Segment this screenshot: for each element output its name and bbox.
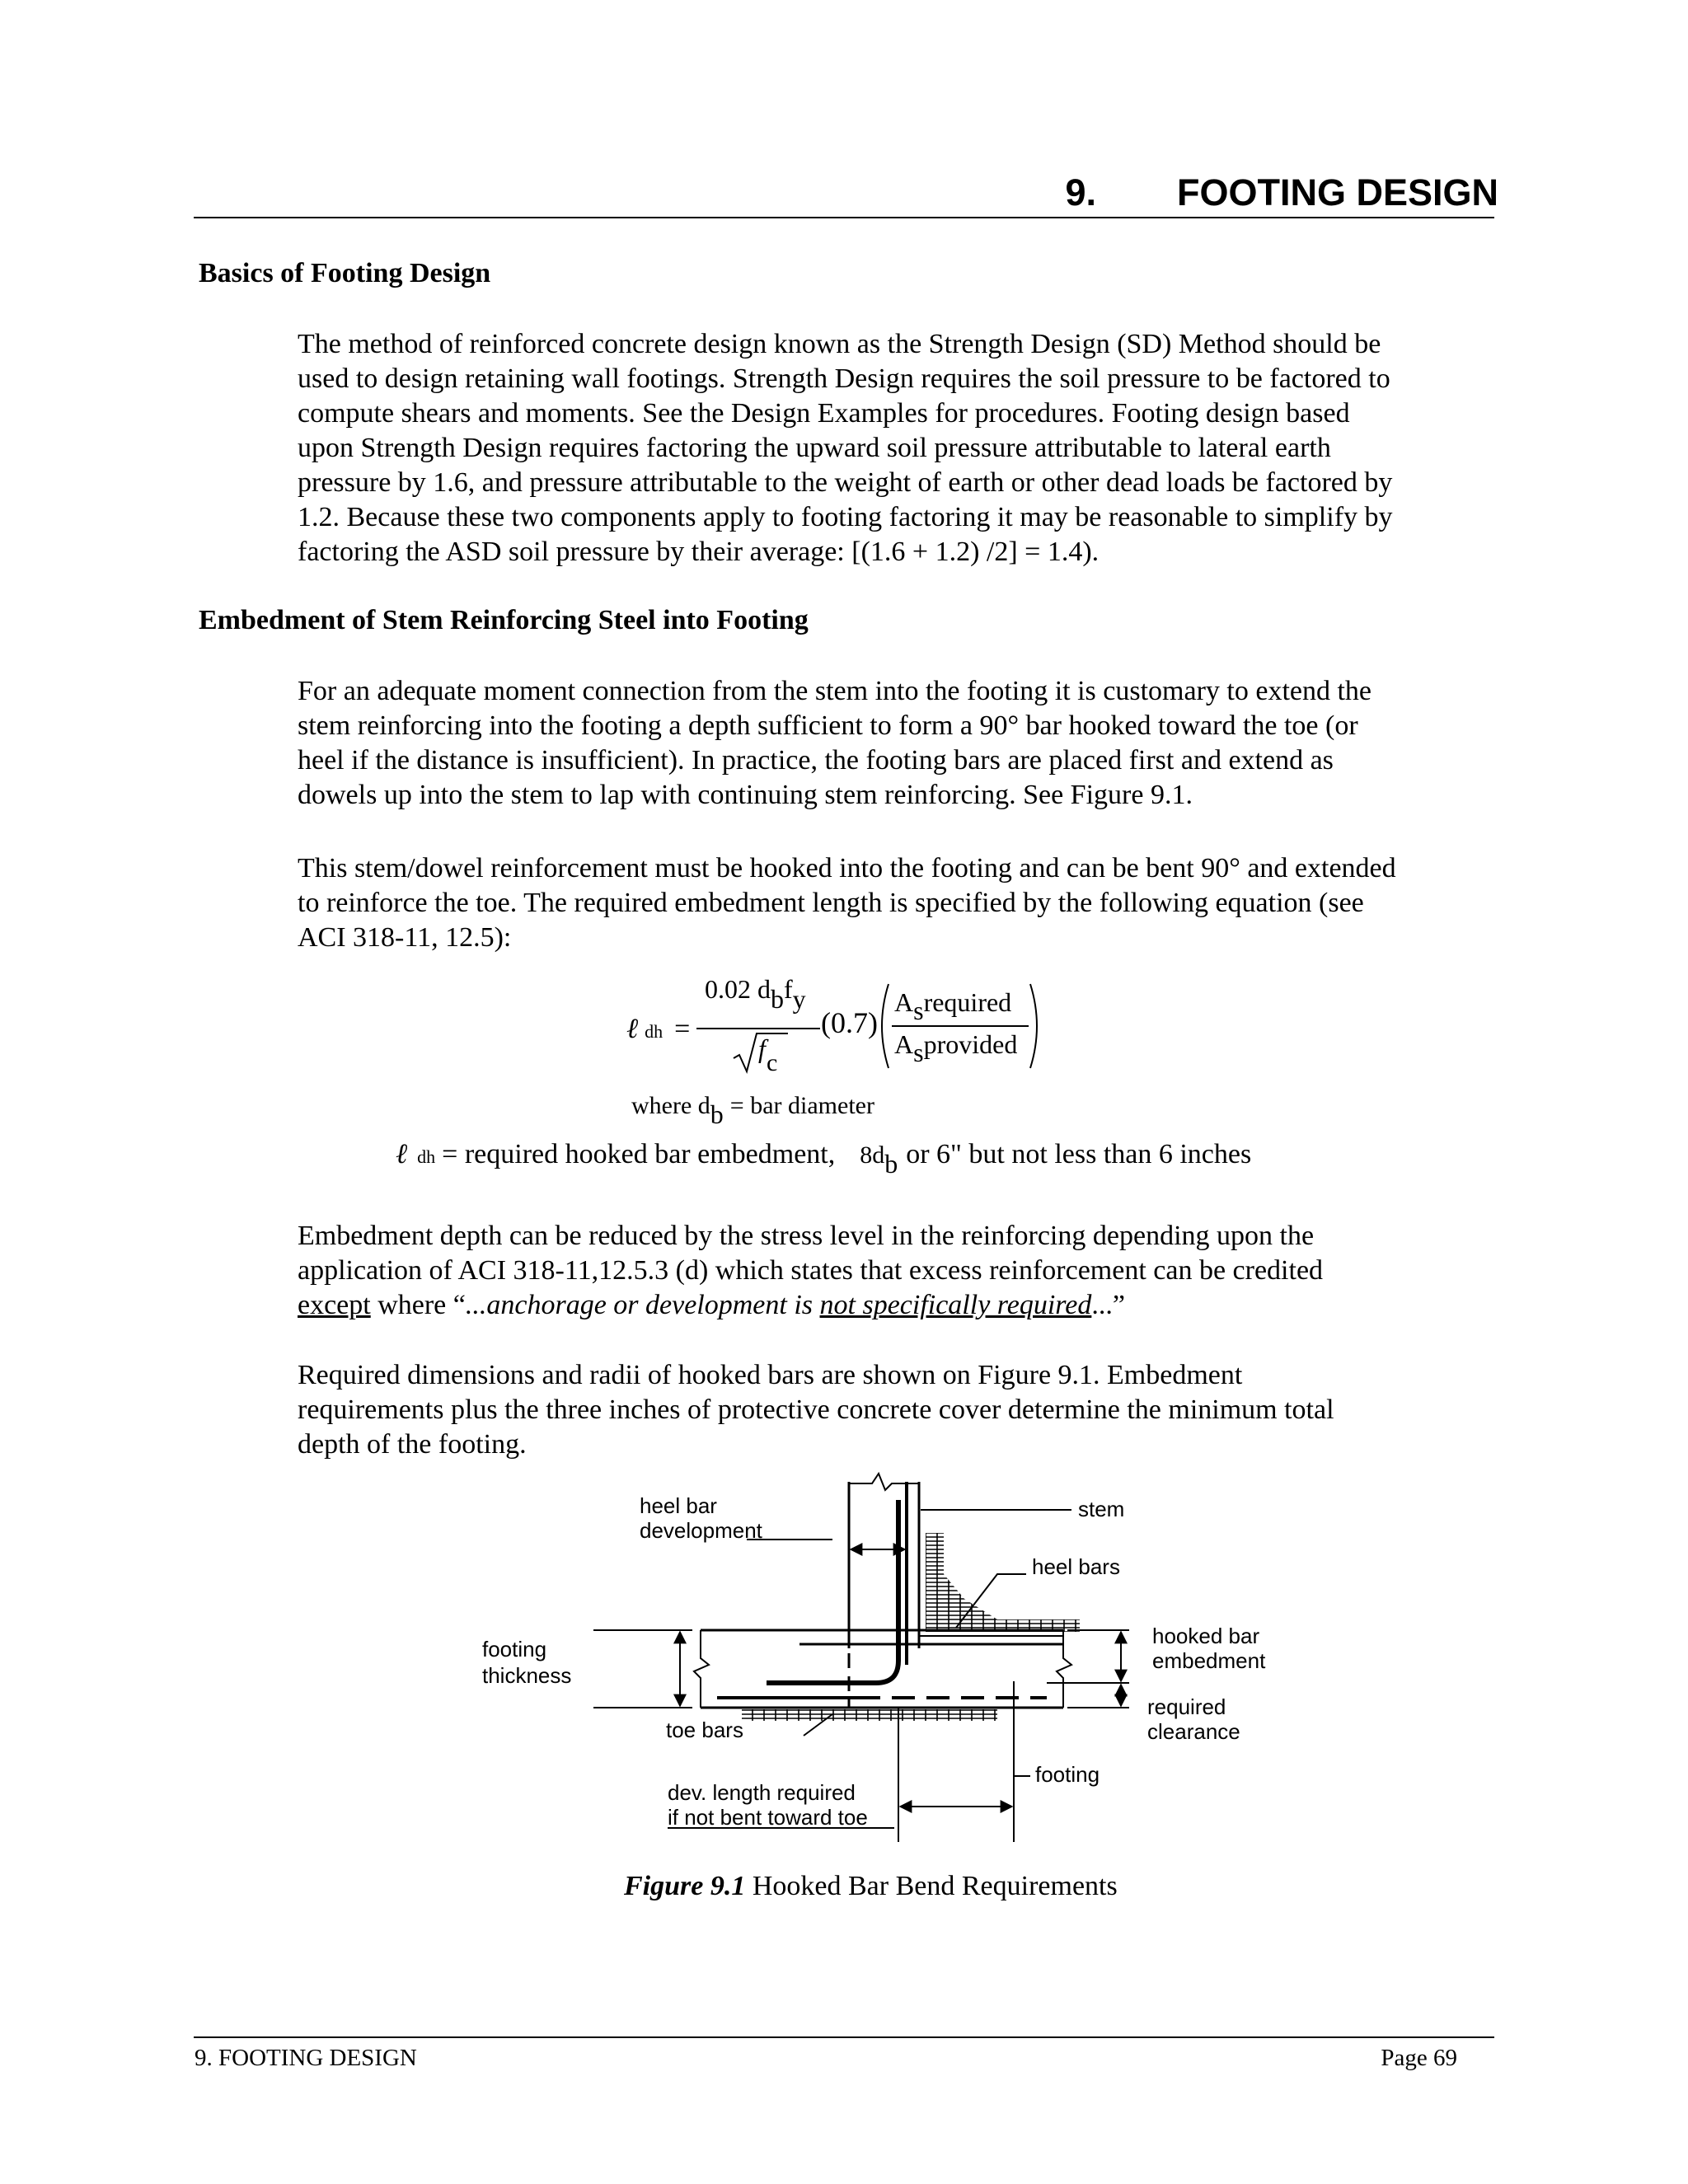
hooked-dowel-bar — [767, 1500, 898, 1683]
denominator-f: f — [758, 1033, 766, 1063]
paragraph-basics — [298, 327, 1501, 569]
def-text: = required hooked bar embedment, — [442, 1139, 836, 1169]
equation-lhs — [626, 1014, 690, 1045]
text-line: This stem/dowel reinforcement must be hooked into the footing and can be bent 90° and extended — [298, 853, 1396, 883]
text-line: requirements plus the three inches of protective concrete cover determine the minimum total — [298, 1394, 1334, 1425]
definition-line — [396, 1139, 1252, 1179]
label-dev-length-2: if not bent toward toe — [668, 1805, 868, 1830]
text-line: Required dimensions and radii of hooked bars are shown on Figure 9.1. Embedment — [298, 1360, 1243, 1390]
text-line: dowels up into the stem to lap with continuing stem reinforcing. See Figure 9.1. — [298, 780, 1193, 810]
where-line — [631, 1090, 874, 1129]
text-line: ACI 318-11, 12.5): — [298, 922, 512, 953]
numerator-sub-b: b — [771, 984, 784, 1014]
label-clearance: clearance — [1147, 1719, 1240, 1744]
ratio-den-A: A — [894, 1029, 914, 1059]
text-line: stem reinforcing into the footing a depth sufficient to form a 90° bar hooked toward the toe (or — [298, 710, 1358, 741]
section-heading-embedment: Embedment of Stem Reinforcing Steel into Footing — [199, 605, 809, 635]
label-dev-length-1: dev. length required — [668, 1780, 856, 1805]
label-stem: stem — [1078, 1497, 1125, 1521]
caption-text: Hooked Bar Bend Requirements — [745, 1871, 1118, 1901]
ratio-num-sub: s — [913, 996, 924, 1025]
def-sub: dh — [417, 1146, 436, 1167]
ratio-denominator — [894, 1029, 1018, 1067]
text-line: to reinforce the toe. The required embedment length is specified by the following equation (see — [298, 888, 1364, 918]
text-line — [298, 1288, 1501, 1323]
hooked-bar-diagram — [470, 1467, 1311, 1854]
denominator-sub-c: c — [767, 1049, 778, 1076]
figure-hooked-bar — [470, 1467, 1311, 1858]
ratio-den-sub: s — [913, 1038, 924, 1067]
chapter-number: 9. — [1065, 171, 1096, 213]
label-required: required — [1147, 1694, 1226, 1719]
where-word: where “ — [370, 1290, 466, 1320]
text-line: upon Strength Design requires factoring the upward soil pressure attributable to lateral earth — [298, 433, 1331, 463]
ratio-num-text: required — [923, 987, 1012, 1017]
text-line: used to design retaining wall footings. Strength Design requires the soil pressure to be factored to — [298, 363, 1390, 394]
text-line: pressure by 1.6, and pressure attributable to the weight of earth or other dead loads be factored by — [298, 467, 1393, 498]
text-line: For an adequate moment connection from the stem into the footing it is customary to extend the — [298, 676, 1372, 706]
numerator-text: 0.02 d — [705, 974, 771, 1004]
text-line: compute shears and moments. See the Design Examples for procedures. Footing design based — [298, 398, 1350, 429]
quote-underlined: not specifically required — [819, 1290, 1092, 1320]
text-line: heel if the distance is insufficient). In practice, the footing bars are placed first and extend as — [298, 745, 1334, 776]
numerator-sub-y: y — [792, 984, 806, 1014]
text-line: The method of reinforced concrete design known as the Strength Design (SD) Method should be — [298, 329, 1381, 359]
quote-italic: ...anchorage or development is — [465, 1290, 820, 1320]
equals-sign: = — [674, 1014, 691, 1044]
fraction-bar — [696, 1028, 820, 1029]
figure-caption — [624, 1871, 1118, 1902]
paragraph-embedment-1 — [298, 674, 1501, 813]
section-heading-basics: Basics of Footing Design — [199, 258, 491, 288]
def-8d-sub: b — [884, 1149, 898, 1179]
header-rule — [194, 217, 1494, 218]
footing-outline — [694, 1630, 1071, 1708]
footer-chapter: 9. FOOTING DESIGN — [195, 2045, 417, 2071]
where-rest: = bar diameter — [729, 1092, 874, 1119]
footer-page-number: Page 69 — [1381, 2045, 1457, 2071]
footer-rule — [194, 2036, 1494, 2038]
stem-outline — [849, 1474, 919, 1648]
equation-numerator — [705, 974, 806, 1014]
label-footing: footing — [1035, 1762, 1100, 1787]
label-development: development — [640, 1518, 762, 1543]
def-8d: 8d — [860, 1141, 885, 1169]
quote-end: ...” — [1091, 1290, 1125, 1320]
ratio-numerator — [894, 987, 1012, 1025]
label-footing-thickness-1: footing — [482, 1637, 547, 1661]
except-word: except — [298, 1290, 371, 1320]
numerator-f: f — [784, 974, 793, 1004]
label-embedment: embedment — [1152, 1648, 1266, 1673]
label-toe-bars: toe bars — [666, 1718, 743, 1742]
soil-hatch — [742, 1709, 997, 1721]
chapter-name: FOOTING DESIGN — [1176, 171, 1498, 213]
text-line: depth of the footing. — [298, 1429, 527, 1460]
ratio-num-A: A — [894, 987, 914, 1017]
text-line: factoring the ASD soil pressure by their average: [(1.6 + 1.2) /2] = 1.4). — [298, 537, 1100, 567]
def-ell: ℓ — [396, 1139, 408, 1169]
paragraph-embedment-3 — [298, 1219, 1501, 1323]
text-line: 1.2. Because these two components apply to footing factoring it may be reasonable to simplify by — [298, 502, 1393, 532]
where-sub: b — [710, 1099, 724, 1129]
text-line: Embedment depth can be reduced by the stress level in the reinforcing depending upon the — [298, 1221, 1315, 1251]
paragraph-embedment-4 — [298, 1358, 1501, 1462]
def-rest: or 6" but not less than 6 inches — [906, 1139, 1252, 1169]
factor-07: (0.7) — [821, 1006, 878, 1039]
backfill-hatch — [926, 1533, 1080, 1632]
label-hooked-bar: hooked bar — [1152, 1624, 1260, 1648]
where-text: where d — [631, 1092, 710, 1119]
label-heel-bars: heel bars — [1032, 1554, 1120, 1579]
paragraph-embedment-2 — [298, 851, 1501, 955]
ell-symbol: ℓ — [626, 1014, 639, 1044]
caption-label: Figure 9.1 — [624, 1871, 746, 1901]
label-heel-bar: heel bar — [640, 1493, 717, 1518]
ratio-den-text: provided — [923, 1029, 1018, 1059]
text-line: application of ACI 318-11,12.5.3 (d) which states that excess reinforcement can be credited — [298, 1255, 1324, 1286]
chapter-title — [1065, 171, 1498, 214]
label-footing-thickness-2: thickness — [482, 1663, 572, 1688]
lhs-subscript: dh — [645, 1021, 663, 1042]
